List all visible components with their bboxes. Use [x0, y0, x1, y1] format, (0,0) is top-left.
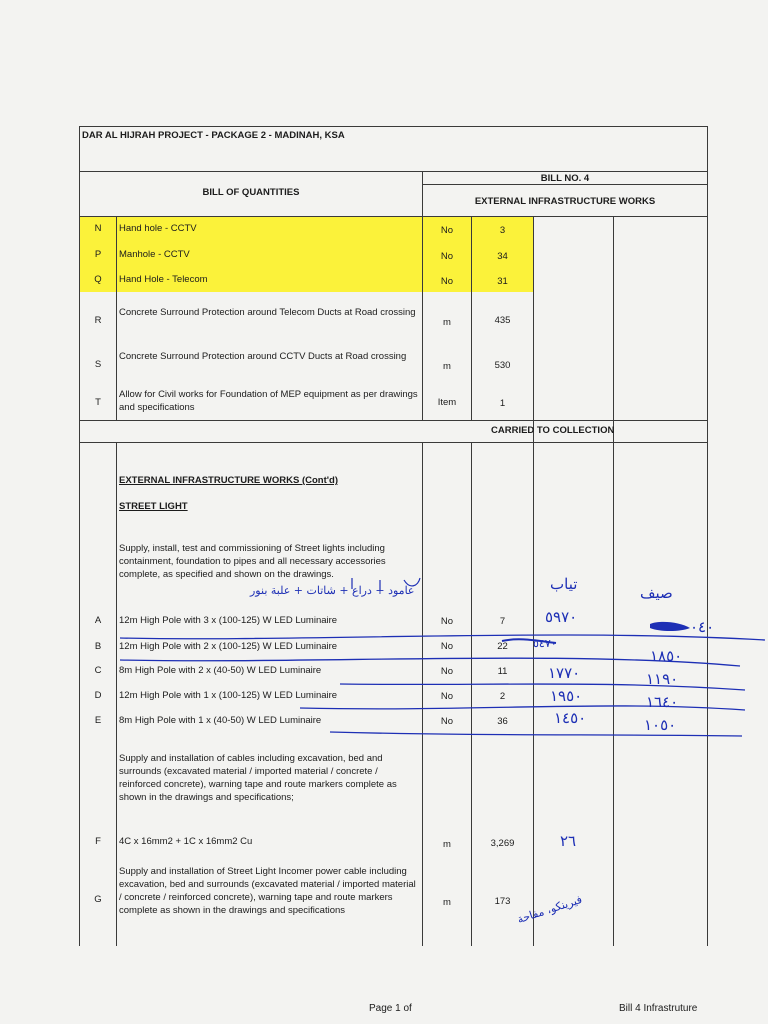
hand-rate-a: ٥٩٧٠ [545, 608, 578, 626]
cables-intro: Supply and installation of cables including excavation, bed and surrounds (excavated material / imported material / concrete / reinforced concrete), warning tape and route markers complete as shown in the drawings and specifications; [119, 753, 397, 803]
ref-p: P [94, 249, 102, 260]
hand-rate-f: ٢٦ [560, 832, 577, 850]
section-title: EXTERNAL INFRASTRUCTURE WORKS [474, 196, 656, 207]
qty-e: 36 [497, 716, 508, 727]
qty-p: 34 [497, 251, 508, 262]
hand-rate-b: ٥٤٧٠ [533, 637, 557, 650]
qty-g: 173 [494, 896, 511, 907]
qty-n: 3 [499, 225, 506, 236]
street-light-intro: Supply, install, test and commissioning of Street lights including containment, foundation to pipes and all necessary accessories complete, as specified and shown on the drawings. [119, 543, 386, 580]
ref-g: G [94, 894, 102, 905]
desc-b: 12m High Pole with 2 x (100-125) W LED Luminaire [119, 641, 338, 652]
hand-rate2-b: ١٨٥٠ [650, 647, 683, 665]
unit-r: m [443, 317, 451, 328]
unit-n: No [440, 225, 454, 236]
hand-rate2-e: ١٠٥٠ [644, 716, 677, 734]
qty-r: 435 [494, 315, 511, 326]
handwritten-note: عامود + دراع + شاتات + علبة بنور [250, 584, 415, 597]
qty-q: 31 [497, 276, 508, 287]
unit-q: No [440, 276, 454, 287]
ref-n: N [94, 223, 102, 234]
ref-q: Q [94, 274, 102, 285]
handwritten-col1-header: تياب [550, 575, 578, 593]
carried-to-collection: CARRIED TO COLLECTION [491, 425, 615, 436]
bill-no: BILL NO. 4 [540, 173, 590, 184]
qty-c: 11 [497, 666, 508, 677]
section2-subheading: STREET LIGHT [119, 501, 188, 512]
unit-f: m [443, 839, 451, 850]
unit-g: m [443, 897, 451, 908]
unit-a: No [440, 616, 454, 627]
qty-t: 1 [499, 398, 506, 409]
unit-t: Item [437, 397, 457, 408]
section2-heading: EXTERNAL INFRASTRUCTURE WORKS (Cont'd) [119, 475, 338, 486]
hand-rate2-a: ٠٤٠ [690, 618, 715, 636]
hand-rate-d: ١٩٥٠ [550, 687, 583, 705]
desc-p: Manhole - CCTV [119, 249, 190, 260]
desc-f: 4C x 16mm2 + 1C x 16mm2 Cu [119, 836, 253, 847]
hand-rate2-c: ١١٩٠ [646, 670, 679, 688]
ref-r: R [94, 315, 102, 326]
qty-s: 530 [494, 360, 511, 371]
desc-d: 12m High Pole with 1 x (100-125) W LED Luminaire [119, 690, 338, 701]
unit-c: No [440, 666, 454, 677]
desc-n: Hand hole - CCTV [119, 223, 197, 234]
ref-a: A [94, 615, 102, 626]
qty-b: 22 [497, 641, 508, 652]
unit-s: m [443, 361, 451, 372]
desc-r: Concrete Surround Protection around Telecom Ducts at Road crossing [119, 307, 416, 318]
hand-rate-e: ١٤٥٠ [554, 709, 587, 727]
unit-e: No [440, 716, 454, 727]
desc-s: Concrete Surround Protection around CCTV Ducts at Road crossing [119, 351, 407, 362]
ref-b: B [94, 641, 102, 652]
unit-d: No [440, 691, 454, 702]
desc-t: Allow for Civil works for Foundation of MEP equipment as per drawings and specifications [119, 389, 418, 413]
ref-f: F [95, 836, 101, 847]
footer-page: Page 1 of [369, 1003, 412, 1014]
desc-q: Hand Hole - Telecom [119, 274, 208, 285]
desc-c: 8m High Pole with 2 x (40-50) W LED Luminaire [119, 665, 322, 676]
boq-title: BILL OF QUANTITIES [202, 187, 300, 198]
hand-rate2-d: ١٦٤٠ [646, 693, 679, 711]
qty-d: 2 [499, 691, 506, 702]
desc-a: 12m High Pole with 3 x (100-125) W LED Luminaire [119, 615, 338, 626]
footer-sheet: Bill 4 Infrastruture [619, 1003, 698, 1014]
qty-f: 3,269 [490, 838, 515, 849]
ref-s: S [94, 359, 102, 370]
unit-p: No [440, 251, 454, 262]
unit-b: No [440, 641, 454, 652]
hand-rate-c: ١٧٧٠ [548, 664, 581, 682]
ref-e: E [94, 715, 102, 726]
ref-t: T [95, 397, 101, 408]
handwritten-col2-header: صيف [640, 584, 673, 602]
desc-g: Supply and installation of Street Light Incomer power cable including excavation, bed and surrounds (excavated material / imported material / concrete / reinforced concrete), warning tape and route markers complete as shown in the drawings and specifications [119, 866, 416, 916]
project-title: DAR AL HIJRAH PROJECT - PACKAGE 2 - MADINAH, KSA [82, 130, 345, 141]
qty-a: 7 [499, 616, 506, 627]
desc-e: 8m High Pole with 1 x (40-50) W LED Luminaire [119, 715, 322, 726]
ref-c: C [94, 665, 102, 676]
ref-d: D [94, 690, 102, 701]
hand-rate-g: فيرينكو، مفاحة [515, 892, 584, 927]
